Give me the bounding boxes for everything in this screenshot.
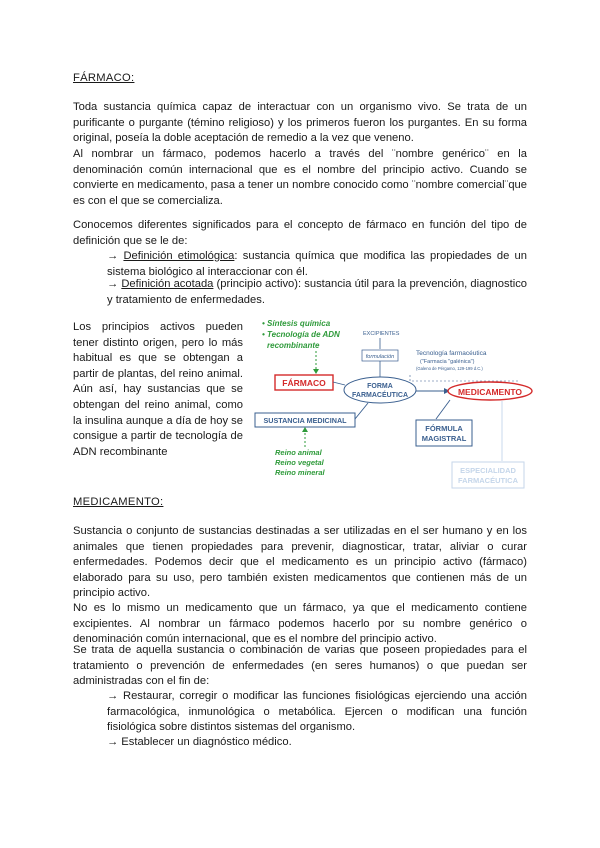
dna-tech-label: • Tecnología de ADN	[262, 330, 340, 339]
medicamento-ellipse-label: MEDICAMENTO	[457, 387, 523, 397]
arrow-icon: →	[107, 278, 122, 290]
recombinant-label: recombinante	[267, 341, 320, 350]
active-principles-origin-paragraph: Los principios activos pueden tener distinto origen, pero lo más habitual es que se obtengan a partir de plantas, del reino animal. Aún así, hay sustancias que se obtengan del reino animal, como la insulina aunque a día de hoy se consigue a partir de tecnología de ADN recombinante	[73, 321, 243, 458]
farmaco-to-forma-arrow	[333, 382, 345, 385]
synthesis-label: • Síntesis química	[262, 319, 331, 328]
etymological-text: : sustancia química que modifica las propiedades de un sistema biológico al interaccionar con él.	[107, 250, 527, 278]
galen-label: (Galeno de Pérgamo, 129-199 d.C.)	[416, 366, 483, 371]
etymological-term: Definición etimológica	[123, 250, 235, 262]
arrow-head-icon	[313, 369, 319, 374]
farmaco-meanings-paragraph: Conocemos diferentes significados para el concepto de fármaco en función del tipo de definición que se le de:	[73, 219, 527, 247]
etymological-definition-item	[107, 249, 527, 280]
magistral-formula-label-1: FÓRMULA	[425, 424, 463, 433]
pharma-specialty-label-1: ESPECIALIDAD	[460, 466, 516, 475]
excipients-label: EXCIPIENTES	[363, 331, 400, 337]
medicamento-heading: MEDICAMENTO:	[73, 496, 164, 508]
medicamento-purpose-paragraph: Se trata de aquella sustancia o combinación de varias que poseen propiedades para el tratamiento o prevención de enfermedades (en seres humanos) o que puedan ser administradas con el fin de:	[73, 644, 527, 688]
farmaco-naming-paragraph: Al nombrar un fármaco, podemos hacerlo a través del ¨nombre genérico¨ en la denominación común internacional que es el nombre del principio activo. Cuando se convierte en medicamento, pasa a tener un nombre conocido como ¨nombre comercial¨que es con el que se comercializa.	[73, 148, 527, 207]
pharma-tech-label: Tecnología farmacéutica	[416, 350, 487, 357]
plant-kingdom-label: Reino vegetal	[275, 458, 324, 467]
formulation-label: formulación	[365, 354, 395, 360]
magistral-formula-label-2: MAGISTRAL	[421, 434, 467, 443]
dosage-form-label-1: FORMA	[367, 383, 393, 390]
tech-bracket	[410, 375, 520, 381]
pharma-specialty-label-2: FARMACÉUTICA	[458, 476, 518, 485]
mineral-kingdom-label: Reino mineral	[275, 468, 325, 477]
drug-concept-diagram	[250, 315, 540, 495]
galenic-label: ("Farmacia "galénica")	[420, 359, 475, 365]
substance-to-forma-arrow	[355, 403, 368, 419]
medicamento-definition-paragraph: Sustancia o conjunto de sustancias destinadas a ser utilizadas en el ser humano y en los animales que tienen propiedades para prevenir, diagnosticar, tratar, aliviar o curar enfermedades. Podemos decir que el medicamento es un principio activo (fármaco) elaborado para su uso, pero también existen medicamentos que contienen más de un principio activo.	[73, 525, 527, 600]
farmaco-heading: FÁRMACO:	[73, 72, 135, 84]
dosage-form-ellipse	[344, 377, 416, 403]
medicinal-substance-label: SUSTANCIA MEDICINAL	[263, 416, 347, 425]
medicamento-to-formula-line	[436, 400, 450, 419]
bounded-text: (principio activo): sustancia útil para la prevención, diagnostico y tratamiento de enfermedades.	[107, 278, 528, 306]
arrow-head-icon	[302, 427, 308, 432]
animal-kingdom-label: Reino animal	[275, 448, 322, 457]
farmaco-box-label: FÁRMACO	[282, 378, 326, 388]
bounded-definition-item	[107, 277, 527, 308]
diagnosis-item: → Establecer un diagnóstico médico.	[107, 736, 292, 748]
dosage-form-label-2: FARMACÉUTICA	[352, 392, 408, 399]
bounded-term: Definición acotada	[121, 278, 214, 290]
medicamento-vs-farmaco-paragraph: No es lo mismo un medicamento que un fármaco, ya que el medicamento contiene excipientes. Al nombrar un fármaco podemos hacerlo por su nombre genérico o denominación común internacional, que es el nombre del principio activo.	[73, 602, 527, 646]
arrow-icon: →	[107, 250, 124, 262]
farmaco-definition-paragraph: Toda sustancia química capaz de interactuar con un organismo vivo. Se trata de un purificante o purgante (témino religioso) y los primeros fueron los purgantes. En su forma original, poseía la doble aceptación de remedio a la vez que veneno.	[73, 101, 527, 145]
restore-functions-item: → Restaurar, corregir o modificar las funciones fisiológicas ejerciendo una acción farmacológica, inmunológica o metabólica. Ejercen o modifican una función fisiológica sobre distintos sistemas del organismo.	[107, 690, 527, 734]
